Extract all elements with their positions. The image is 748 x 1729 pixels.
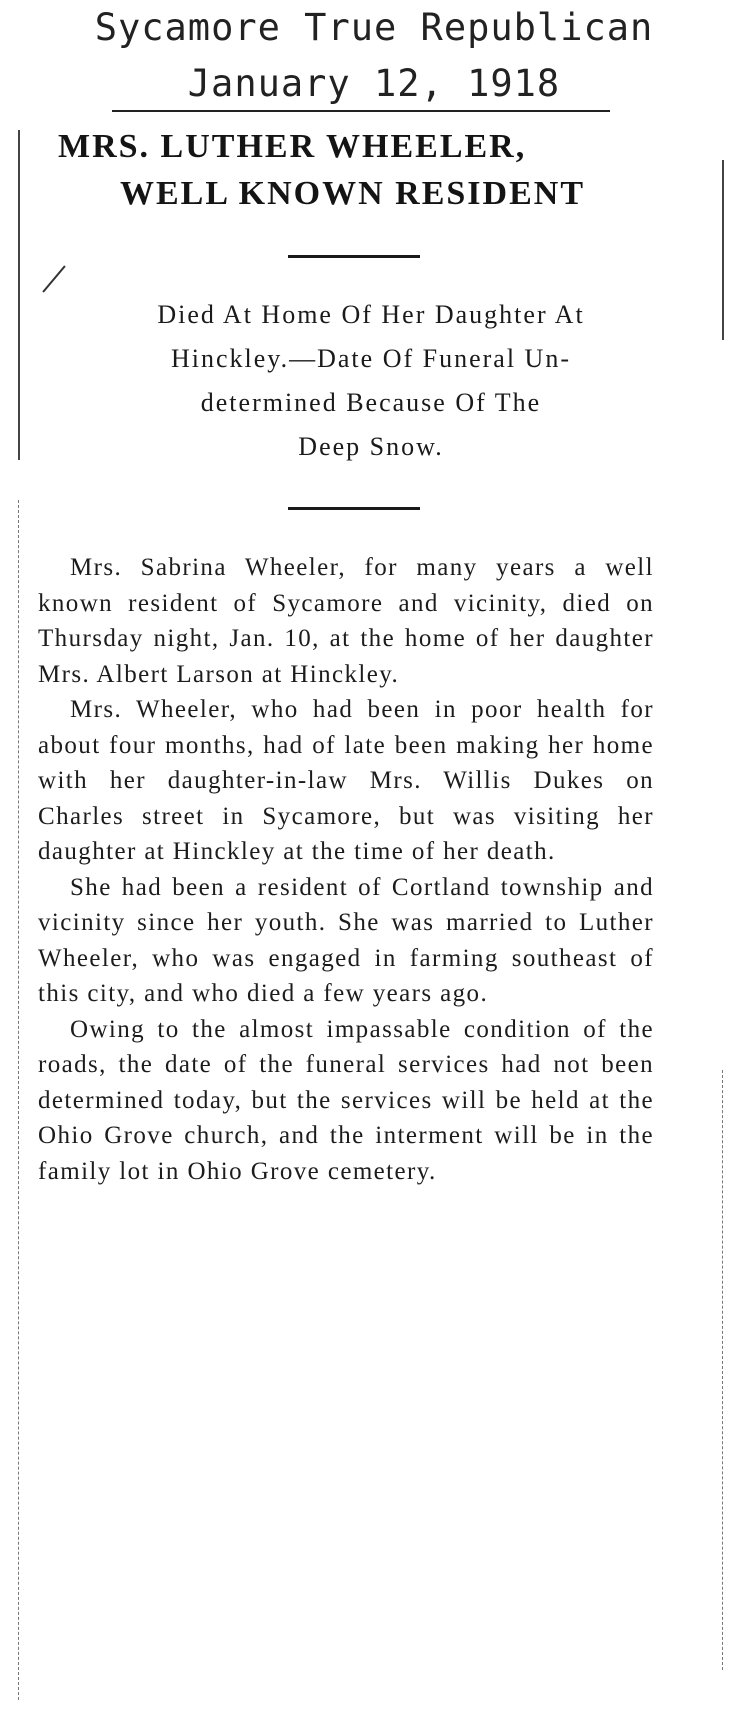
headline-divider (288, 255, 420, 258)
subhead-line: determined Because Of The (200, 388, 542, 417)
newspaper-clipping (18, 120, 726, 1720)
subhead-line: Hinckley.—Date Of Funeral Un- (171, 344, 571, 373)
article-body (38, 550, 654, 1189)
newspaper-name: Sycamore True Republican (94, 6, 654, 49)
article-paragraph: Mrs. Sabrina Wheeler, for many years a well known resident of Sycamore and vicinity, died on Thursday night, Jan. 10, at the home of her daughter Mrs. Albert Larson at Hinckley. (38, 554, 654, 688)
headline-line-2: WELL KNOWN RESIDENT (120, 175, 585, 212)
date-underline (112, 110, 610, 112)
subhead-line: Deep Snow. (298, 432, 444, 461)
clipping-left-edge (18, 130, 20, 460)
headline-line-1: MRS. LUTHER WHEELER, (58, 128, 527, 165)
clipping-right-edge-lower (722, 1070, 723, 1670)
publication-date: January 12, 1918 (187, 62, 561, 105)
pencil-tick-mark (42, 265, 65, 292)
article-paragraph: She had been a resident of Cortland township and vicinity since her youth. She was married to Luther Wheeler, who was engaged in farming southeast of this city, and who died a few years ago. (38, 873, 654, 1007)
clipping-left-edge-lower (18, 500, 19, 1700)
article-paragraph: Owing to the almost impassable condition of the roads, the date of the funeral services had not been determined today, but the services will be held at the Ohio Grove church, and the interment will be in the family lot in Ohio Grove cemetery. (38, 1015, 654, 1185)
subhead-divider (288, 507, 420, 510)
subhead-line: Died At Home Of Her Daughter At (157, 300, 585, 329)
clipping-right-edge (722, 160, 724, 340)
subheadline (58, 293, 684, 469)
article-paragraph: Mrs. Wheeler, who had been in poor health for about four months, had of late been making her home with her daughter-in-law Mrs. Willis Dukes on Charles street in Sycamore, but was visiting her daughter at Hinckley at the time of her death. (38, 696, 654, 865)
